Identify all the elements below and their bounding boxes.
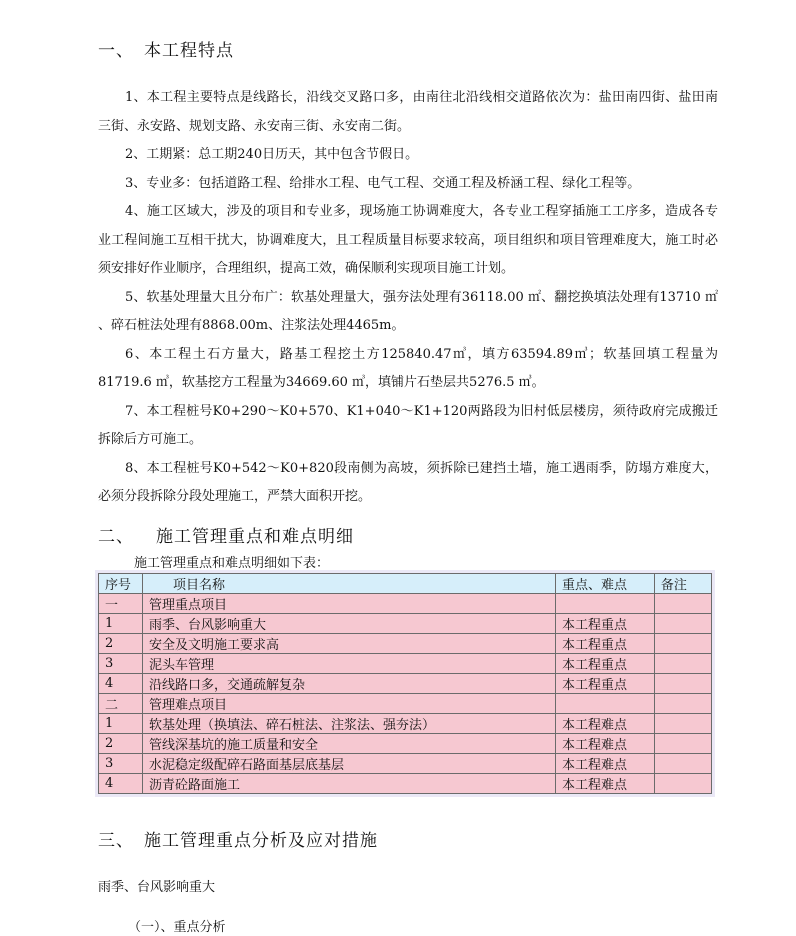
cell-item: 沿线路口多，交通疏解复杂 [142, 674, 555, 694]
cell-type: 本工程难点 [555, 754, 654, 774]
section-title: 施工管理重点和难点明细 [156, 527, 354, 547]
cell-no: 4 [99, 674, 143, 694]
features-list [98, 84, 718, 512]
cell-no: 2 [99, 634, 143, 654]
section-number: 二、 [98, 527, 134, 547]
sub-sub-heading: （一）、重点分析 [128, 920, 226, 935]
section-heading-3 [98, 826, 378, 851]
cell-item: 管线深基坑的施工质量和安全 [142, 734, 555, 754]
section-number: 三、 [98, 831, 134, 851]
cell-item: 雨季、台风影响重大 [142, 614, 555, 634]
section-title: 施工管理重点分析及应对措施 [144, 831, 378, 851]
header-cell: 项目名称 [142, 574, 555, 594]
feature-item: 2、工期紧：总工期240日历天，其中包含节假日。 [125, 147, 419, 162]
feature-item: 8、本工程桩号K0+542～K0+820段南侧为高坡，须拆除已建挡土墙，施工遇雨季，防塌方难度大，必须分段拆除分段处理施工，严禁大面积开挖。 [98, 460, 718, 504]
cell-no: 4 [99, 774, 143, 794]
table-row [99, 734, 712, 754]
table-row [99, 774, 712, 794]
cell-type: 本工程重点 [555, 634, 654, 654]
table-intro: 施工管理重点和难点明细如下表： [134, 556, 330, 571]
table-row [99, 614, 712, 634]
header-cell: 备注 [654, 574, 711, 594]
cell-item: 沥青砼路面施工 [142, 774, 555, 794]
cell-no: 3 [99, 754, 143, 774]
cell-note [654, 614, 711, 634]
header-cell: 重点、难点 [555, 574, 654, 594]
cell-no: 2 [99, 734, 143, 754]
section-title: 本工程特点 [144, 41, 234, 61]
cell-note [654, 634, 711, 654]
cell-no: 1 [99, 714, 143, 734]
cell-note [654, 654, 711, 674]
cell-type: 本工程重点 [555, 654, 654, 674]
feature-item: 3、专业多：包括道路工程、给排水工程、电气工程、交通工程及桥涵工程、绿化工程等。 [125, 175, 641, 191]
sub-heading: 雨季、台风影响重大 [98, 880, 216, 895]
cell-type: 本工程重点 [555, 674, 654, 694]
table-row [99, 674, 712, 694]
cell-note [654, 694, 711, 714]
table-row [99, 714, 712, 734]
cell-type [555, 594, 654, 614]
cell-note [654, 714, 711, 734]
cell-note [654, 754, 711, 774]
table-row [99, 754, 712, 774]
cell-item: 软基处理（换填法、碎石桩法、注浆法、强夯法） [142, 714, 555, 734]
cell-type: 本工程难点 [555, 734, 654, 754]
cell-type: 本工程难点 [555, 714, 654, 734]
feature-item: 6、本工程土石方量大，路基工程挖土方125840.47㎥，填方63594.89㎥；软基回填工程量为81719.6 ㎥，软基挖方工程量为34669.60 ㎥，填铺片石垫层共5276.5 ㎥。 [98, 346, 718, 390]
clipped-previous-line [150, 0, 650, 2]
cell-note [654, 594, 711, 614]
section-heading-1 [98, 36, 234, 61]
cell-no: 3 [99, 654, 143, 674]
cell-note [654, 674, 711, 694]
cell-type: 本工程难点 [555, 774, 654, 794]
feature-item: 1、本工程主要特点是线路长，沿线交叉路口多，由南往北沿线相交道路依次为：盐田南四街、盐田南三街、永安路、规划支路、永安南三街、永安南二街。 [98, 90, 718, 134]
cell-item: 水泥稳定级配碎石路面基层底基层 [142, 754, 555, 774]
feature-item: 5、软基处理量大且分布广：软基处理量大，强夯法处理有36118.00 ㎡、翻挖换填法处理有13710 ㎡ 、碎石桩法处理有8868.00m、注浆法处理4465m。 [98, 289, 718, 333]
cell-type: 本工程重点 [555, 614, 654, 634]
table-header-row [99, 574, 712, 594]
feature-item: 7、本工程桩号K0+290～K0+570、K1+040～K1+120两路段为旧村低层楼房，须待政府完成搬迁拆除后方可施工。 [98, 403, 718, 447]
cell-item: 安全及文明施工要求高 [142, 634, 555, 654]
feature-item: 4、施工区域大，涉及的项目和专业多，现场施工协调难度大，各专业工程穿插施工工序多，造成各专业工程间施工互相干扰大，协调难度大，且工程质量目标要求较高，项目组织和项目管理难度大，施工时必须安排好作业顺序，合理组织，提高工效，确保顺利实现项目施工计划。 [98, 204, 718, 276]
section-number: 一、 [98, 41, 134, 61]
table-row [99, 634, 712, 654]
cell-no: 1 [99, 614, 143, 634]
cell-note [654, 774, 711, 794]
cell-item: 管理重点项目 [142, 594, 555, 614]
cell-note [654, 734, 711, 754]
section-heading-2 [98, 522, 354, 547]
cell-no: 二 [99, 694, 143, 714]
cell-no: 一 [99, 594, 143, 614]
cell-type [555, 694, 654, 714]
table-row [99, 654, 712, 674]
cell-item: 管理难点项目 [142, 694, 555, 714]
table-row [99, 594, 712, 614]
management-table [98, 573, 712, 794]
cell-item: 泥头车管理 [142, 654, 555, 674]
table-row [99, 694, 712, 714]
header-cell: 序号 [99, 574, 143, 594]
